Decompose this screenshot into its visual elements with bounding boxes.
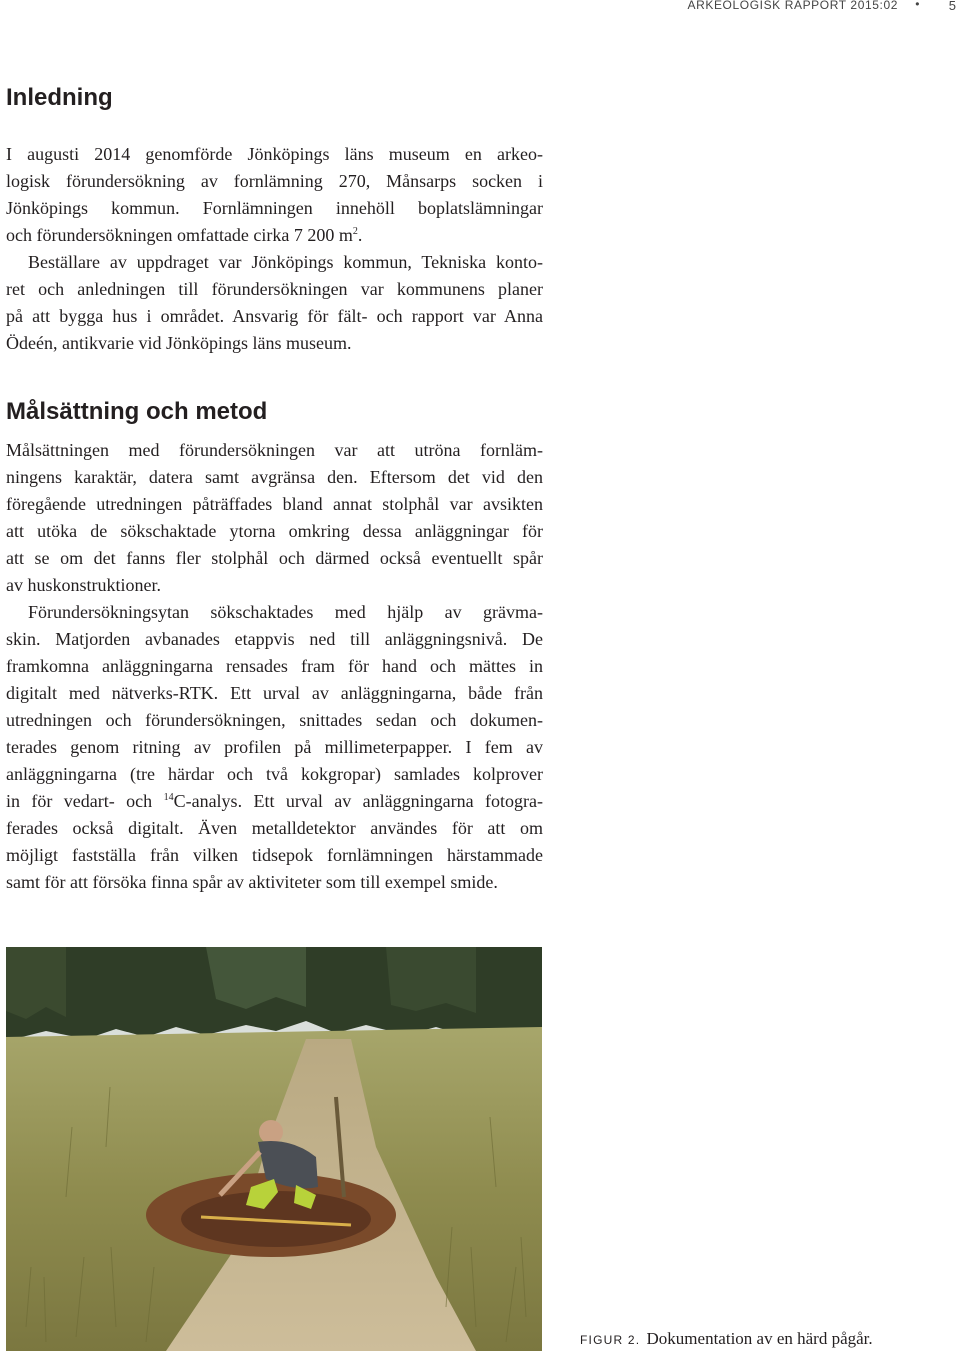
text-line: skin. Matjorden avbanades etappvis ned till anläggningsnivå. De [6, 629, 543, 649]
report-title: ARKEOLOGISK RAPPORT 2015:02 [687, 0, 898, 12]
text-fragment: . [357, 225, 363, 245]
paragraph-method-1 [6, 437, 543, 599]
photo-illustration [6, 947, 542, 1351]
text-line: föregående utredningen påträffades bland annat stolphål var avsikten [6, 494, 543, 514]
figure-label: FIGUR 2. [580, 1333, 641, 1347]
text-line [6, 222, 543, 249]
text-line: ret och anledningen till förundersökningen var kommunens planer [6, 279, 543, 299]
text-line: ningens karaktär, datera samt avgränsa den. Eftersom det vid den [6, 467, 543, 487]
text-line: möjligt fastställa från vilken tidsepok fornlämningen härstammade [6, 845, 543, 865]
excavation-photo [6, 947, 542, 1351]
text-line: logisk förundersökning av fornlämning 270, Månsarps socken i [6, 171, 543, 191]
text-line: att utöka de sökschaktade ytorna omkring dessa anläggningar för [6, 521, 543, 541]
text-line: ferades också digitalt. Även metalldetektor användes för att om [6, 818, 543, 838]
text-line: att se om det fanns fler stolphål och därmed också eventuellt spår [6, 548, 543, 568]
text-line: samt för att försöka finna spår av aktiviteter som till exempel smide. [6, 872, 498, 892]
figure-caption-text: Dokumentation av en härd pågår. [646, 1329, 873, 1348]
text-fragment: in för vedart- och [6, 791, 164, 811]
text-line: terades genom ritning av profilen på millimeterpapper. I fem av [6, 737, 543, 757]
paragraph-intro-1 [6, 141, 543, 249]
heading-inledning: Inledning [6, 84, 113, 111]
text-line: digitalt med nätverks-RTK. Ett urval av anläggningarna, både från [6, 683, 543, 703]
header-bullet: • [915, 0, 920, 11]
text-fragment: C-analys. Ett urval av anläggningarna fotogra- [173, 791, 543, 811]
text-line: Målsättningen med förundersökningen var att utröna fornläm- [6, 440, 543, 460]
text-line: utredningen och förundersökningen, snittades sedan och dokumen- [6, 710, 543, 730]
text-line: anläggningarna (tre härdar och två kokgropar) samlades kolprover [6, 764, 543, 784]
text-line: Jönköpings kommun. Fornlämningen innehöll boplatslämningar [6, 198, 543, 218]
text-line: Förundersökningsytan sökschaktades med hjälp av grävma- [28, 602, 543, 622]
text-fragment: och förundersökningen omfattade cirka 7 200 m [6, 225, 353, 245]
text-line: I augusti 2014 genomförde Jönköpings läns museum en arkeo- [6, 144, 543, 164]
text-line [6, 788, 543, 815]
text-line: på att bygga hus i området. Ansvarig för fält- och rapport var Anna [6, 306, 543, 326]
page-number: 5 [948, 0, 956, 13]
text-line: Beställare av uppdraget var Jönköpings kommun, Tekniska konto- [28, 252, 543, 272]
text-line: av huskonstruktioner. [6, 575, 161, 595]
paragraph-method-2 [6, 599, 543, 896]
paragraph-intro-2 [6, 249, 543, 357]
text-line: Ödeén, antikvarie vid Jönköpings läns museum. [6, 333, 352, 353]
superscript: 2 [352, 226, 358, 237]
superscript: 14 [163, 792, 174, 803]
figure-caption [580, 1329, 873, 1349]
heading-malsattning: Målsättning och metod [6, 398, 268, 425]
running-header [0, 0, 960, 14]
text-line: framkomna anläggningarna rensades fram för hand och mättes in [6, 656, 543, 676]
